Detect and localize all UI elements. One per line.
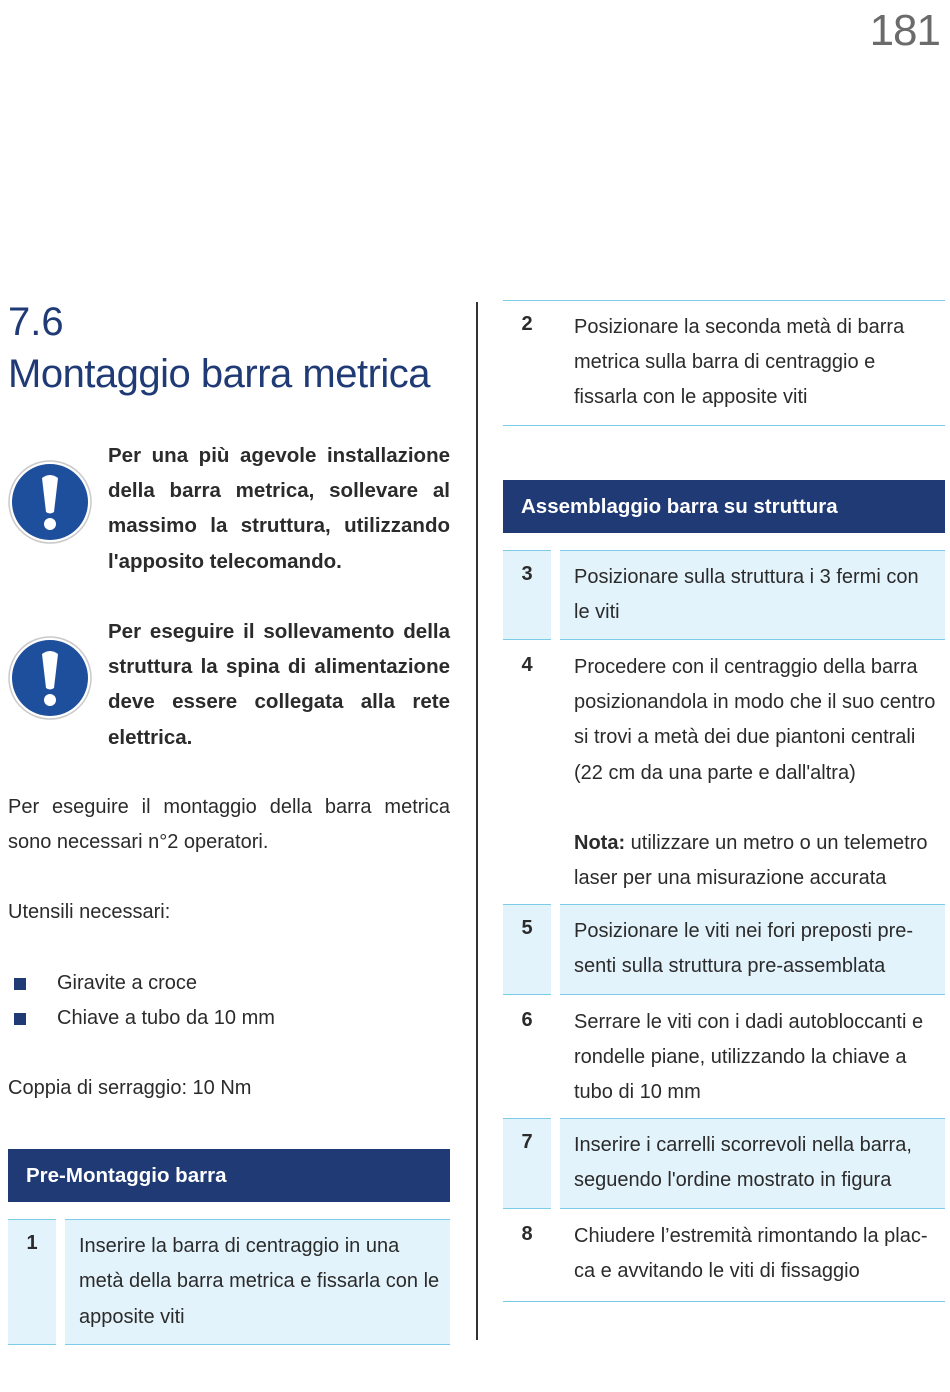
step-4-note [574,826,937,896]
step-3 [503,550,945,640]
exclamation-warning-icon [8,460,92,544]
step-number: 5 [503,904,551,994]
step-1 [8,1219,450,1345]
section-title: Montaggio barra metrica [8,352,431,396]
note-label: Nota: [574,831,626,854]
warning-power [8,614,450,790]
step-text: Serrare le viti con i dadi autobloccanti e rondelle piane, utilizzando la chiave a tubo di 10 mm [574,1010,924,1104]
column-divider [476,302,478,1340]
step-text: Chiudere l’estremità rimontando la plac-ca e avvitando le viti di fissaggio [574,1224,928,1282]
list-item: Chiave a tubo da 10 mm [8,1001,450,1036]
step-6 [503,995,945,1119]
step-8 [503,1209,945,1302]
step-number: 6 [521,1008,533,1031]
step-number: 3 [503,550,551,640]
tools-list [8,966,450,1036]
section-number: 7.6 [8,300,64,344]
warning-text: Per eseguire il sollevamento della struttura la spina di alimentazione deve essere collegata alla rete elettrica. [108,620,450,749]
warning-lifting [8,438,450,614]
step-text [560,640,945,904]
step-number: 1 [8,1219,56,1345]
step-text: Posizionare la seconda metà di barra metrica sulla barra di centraggio e fissarla con le apposite viti [574,316,905,409]
step-number: 4 [521,654,533,677]
page-number: 181 [869,6,940,55]
step-number: 8 [521,1222,533,1245]
bullet-square-icon [14,978,26,990]
list-item: Giravite a croce [8,966,450,1001]
operators-text: Per eseguire il montaggio della barra metrica sono necessari n°2 operatori. [8,796,450,854]
step-text: Posizionare sulla struttura i 3 fermi con le viti [560,550,945,640]
torque-text: Coppia di serraggio: 10 Nm [8,1077,252,1100]
note-text: utilizzare un metro o un telemetro laser per una misurazione accurata [574,831,928,890]
step-text: Inserire i carrelli scorrevoli nella barra, seguendo l'ordine mostrato in figura [560,1118,945,1208]
step-text: Inserire la barra di centraggio in una metà della barra metrica e fissarla con le apposite viti [65,1219,450,1345]
step-2 [503,300,945,426]
pre-assembly-heading: Pre-Montaggio barra [8,1149,450,1202]
assembly-heading: Assemblaggio barra su struttura [503,480,945,533]
step-number: 2 [521,313,533,335]
right-column [503,300,945,1302]
left-column [8,296,450,1345]
tools-heading: Utensili necessari: [8,901,171,924]
step-number: 7 [503,1118,551,1208]
step-5 [503,904,945,994]
step-4-main-text: Procedere con il centraggio della barra posizionandola in modo che il suo centro si trovi a metà dei due piantoni centrali (22 cm da una parte e dall'altra) [574,656,936,784]
step-text: Posizionare le viti nei fori preposti pre-senti sulla struttura pre-assemblata [560,904,945,994]
warning-text: Per una più agevole installazione della barra metrica, sollevare al massimo la struttura, utilizzando l'apposito telecomando. [108,444,450,573]
exclamation-warning-icon [8,636,92,720]
step-4 [503,640,945,904]
step-7 [503,1118,945,1208]
bullet-square-icon [14,1013,26,1025]
